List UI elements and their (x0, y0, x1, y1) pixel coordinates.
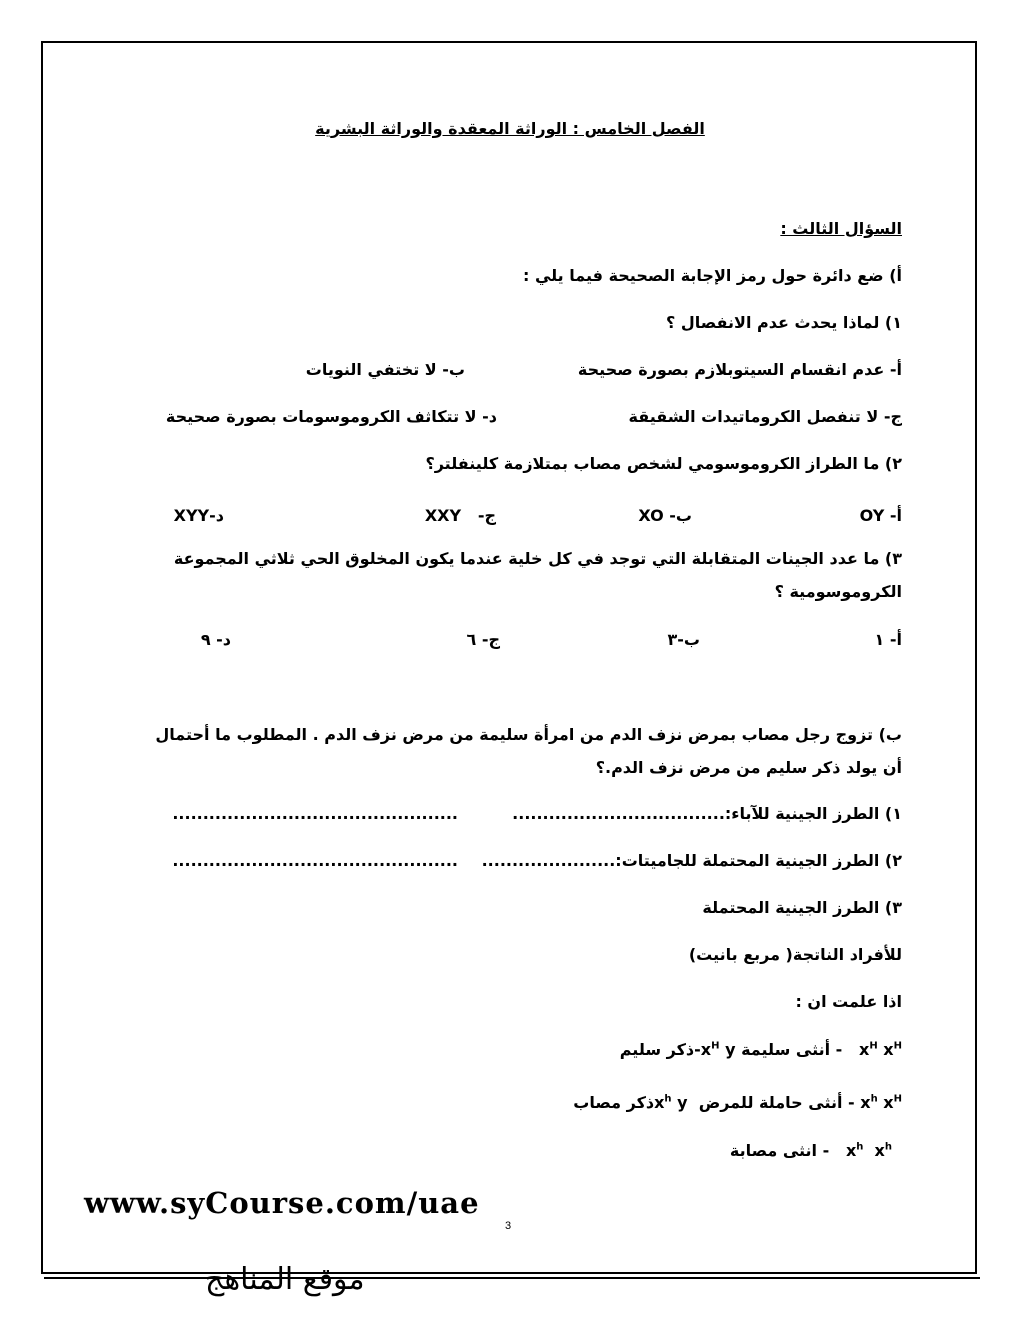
item1-answer-blank2[interactable]: ............................................... (172, 804, 458, 823)
item3-line1: ٣) الطرز الجينية المحتملة (702, 898, 902, 917)
key2-male-label: ذكر مصاب (573, 1093, 655, 1112)
q1-option-c[interactable]: ج- لا تنفصل الكروماتيدات الشقيقة (628, 407, 902, 426)
item3-line2: للأفراد الناتجة( مربع بانيت) (688, 945, 902, 964)
given-heading: اذا علمت ان : (795, 992, 902, 1011)
q2-text: ٢) ما الطراز الكروموسومي لشخص مصاب بمتلازمة كلينفلتر؟ (425, 454, 902, 473)
q2-option-c[interactable] (425, 506, 496, 525)
q2-option-a[interactable] (860, 506, 902, 525)
q2-option-b-value: XO (638, 506, 664, 525)
footer-url[interactable]: www.syCourse.com/uae (84, 1186, 480, 1220)
q3-text-line1: ٣) ما عدد الجينات المتقابلة التي توجد في كل خلية عندما يكون المخلوق الحي ثلاثي المجموعة (173, 549, 902, 568)
part-b-text-line2: أن يولد ذكر سليم من مرض نزف الدم.؟ (595, 758, 902, 777)
q3-option-c[interactable]: ج- ٦ (466, 630, 500, 649)
q1-option-d[interactable]: د- لا تتكاثف الكروموسومات بصورة صحيحة (165, 407, 497, 426)
key1-male-label: ذكر سليم (619, 1040, 695, 1059)
item2 (482, 851, 902, 870)
q3-option-a[interactable]: أ- ١ (874, 630, 902, 649)
q1-text: ١) لماذا يحدث عدم الانفصال ؟ (666, 313, 902, 332)
q1-option-a[interactable]: أ- عدم انقسام السيتوبلازم بصورة صحيحة (577, 360, 902, 379)
q2-option-a-value: OY (859, 506, 885, 525)
key2-female-label: أنثى حاملة للمرض (698, 1093, 843, 1112)
item2-answer-blank1[interactable]: ...................... (481, 851, 616, 870)
item2-label: ٢) الطرز الجينية المحتملة للجاميتات: (615, 851, 902, 870)
key-line-3: $x^h$ $x^h$ - انثى مصابة (729, 1141, 892, 1160)
genotype-xhy: $x^h$ y (654, 1093, 688, 1112)
q2-option-c-label: ج- (477, 506, 496, 525)
key-line-1: $x^H$ $x^H$ - أنثى سليمة $x^H$ y-ذكر سليم (619, 1040, 902, 1059)
part-b-text-line1: ب) تزوج رجل مصاب بمرض نزف الدم من امرأة سليمة من مرض نزف الدم . المطلوب ما أحتمال (155, 725, 902, 744)
item1-answer-blank1[interactable]: ................................... (512, 804, 725, 823)
q2-option-d[interactable] (174, 506, 224, 525)
q3-option-b[interactable]: ب-٣ (667, 630, 700, 649)
footer-site-name: موقع المناهج (205, 1262, 365, 1297)
q2-option-b-label: ب- (669, 506, 692, 525)
q2-option-d-value: XYY (173, 506, 210, 525)
q3-text-line2: الكروموسومية ؟ (774, 582, 902, 601)
q3-option-d[interactable]: د- ٩ (200, 630, 231, 649)
q1-option-b[interactable]: ب- لا تختفي النويات (305, 360, 465, 379)
genotype-xhxH: $x^h$ $x^H$ (860, 1093, 902, 1112)
part-a-instruction: أ) ضع دائرة حول رمز الإجابة الصحيحة فيما يلي : (522, 266, 902, 285)
key3-female-label: انثى مصابة (729, 1141, 818, 1160)
q2-option-d-label: د- (209, 506, 224, 525)
genotype-xHxH: $x^H$ $x^H$ (859, 1040, 902, 1059)
genotype-xhxh: $x^h$ $x^h$ (845, 1141, 892, 1160)
item1-label: ١) الطرز الجينية للآباء: (724, 804, 902, 823)
item2-answer-blank2[interactable]: ............................................... (172, 851, 458, 870)
q2-option-b[interactable] (638, 506, 692, 525)
q2-option-a-label: أ- (889, 506, 902, 525)
bottom-rule (44, 1277, 980, 1279)
page-number: 3 (505, 1220, 512, 1232)
genotype-xHy: $x^H$ y (700, 1040, 736, 1059)
key-line-2: $x^h$ $x^H$ - أنثى حاملة للمرض $x^h$ yذكر مصاب (573, 1093, 902, 1112)
chapter-title: الفصل الخامس : الوراثة المعقدة والوراثة البشرية (315, 119, 705, 138)
key1-female-label: أنثى سليمة (741, 1040, 831, 1059)
question-heading: السؤال الثالث : (780, 219, 902, 238)
q2-option-c-value: XXY (424, 506, 462, 525)
item1 (512, 804, 902, 823)
